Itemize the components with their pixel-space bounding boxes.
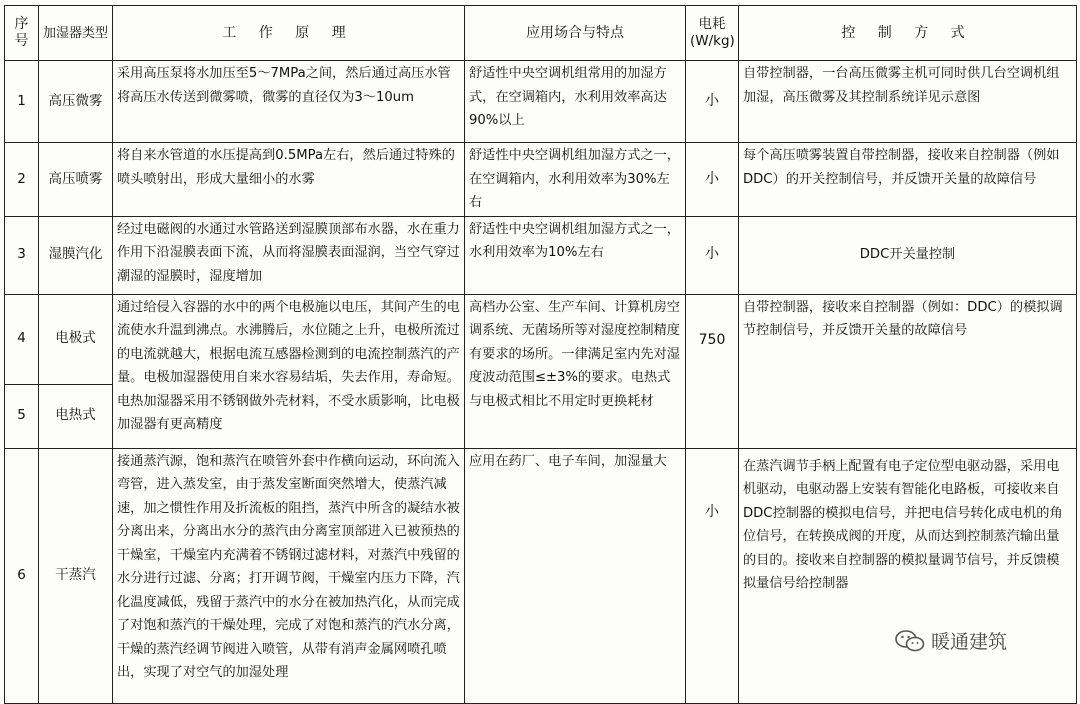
row-principle: 接通蒸汽源，饱和蒸汽在喷管外套中作横向运动，环向流入弯管，进入蒸发室，由于蒸发室断面突然增大，使蒸汽减速，加之惯性作用及折流板的阻挡，蒸汽中所含的凝结水被分离出来，分离出水分的蒸汽由分离室顶部进入已被预热的干燥室，干燥室内充满着不锈钢过滤材料，对蒸汽中残留的水分进行过滤、分离；打开调节阀，干燥室内压力下降，汽化温度减低，残留于蒸汽中的水分在被加热汽化，从而完成了对饱和蒸汽的干燥处理，完成了对饱和蒸汽的汽水分离，干燥的蒸汽经调节阀进入喷管，从带有消声金属网喷孔喷出，实现了对空气的加湿处理 — [113, 448, 465, 703]
row-seq: 6 — [5, 448, 39, 703]
table-row — [5, 448, 1077, 703]
header-type: 加湿器类型 — [39, 6, 113, 61]
row-principle: 采用高压泵将水加压至5～7MPa之间，然后通过高压水管将高压水传送到微雾喷，微雾的直径仅为3～10um — [113, 61, 465, 143]
row-seq: 5 — [5, 384, 39, 448]
row-control: 自带控制器，接收来自控制器（例如：DDC）的模拟调节控制信号，并反馈开关量的故障信号 — [739, 294, 1077, 448]
row-principle: 经过电磁阀的水通过水管路送到湿膜顶部布水器，水在重力作用下沿湿膜表面下流，从而将湿膜表面湿润，当空气穿过潮湿的湿膜时，湿度增加 — [113, 216, 465, 294]
row-type: 干蒸汽 — [39, 448, 113, 703]
table-row — [5, 216, 1077, 294]
watermark-text: 暖通建筑 — [931, 631, 1008, 653]
header-seq: 序号 — [5, 6, 39, 61]
row-type: 高压喷雾 — [39, 143, 113, 217]
table-row — [5, 61, 1077, 143]
wechat-logo-icon — [895, 630, 925, 652]
row-power: 750 — [686, 294, 739, 448]
header-application: 应用场合与特点 — [465, 6, 686, 61]
row-control: 自带控制器，一台高压微雾主机可同时供几台空调机组加湿，高压微雾及其控制系统详见示意图 — [739, 61, 1077, 143]
row-principle: 通过给侵入容器的水中的两个电极施以电压，其间产生的电流使水升温到沸点。水沸腾后，水位随之上升，电极所流过的电流就越大，根据电流互感器检测到的电流控制蒸汽的产量。电极加湿器使用自来水容易结垢，失去作用，寿命短。电热加湿器采用不锈钢做外壳材料，不受水质影响，比电极加湿器有更高精度 — [113, 294, 465, 448]
row-power: 小 — [686, 143, 739, 217]
row-application: 舒适性中央空调机组常用的加湿方式，在空调箱内，水利用效率高达90%以上 — [465, 61, 686, 143]
row-application: 应用在药厂、电子车间，加湿量大 — [465, 448, 686, 703]
row-type: 电热式 — [39, 384, 113, 448]
row-seq: 3 — [5, 216, 39, 294]
row-type: 电极式 — [39, 294, 113, 384]
row-power: 小 — [686, 61, 739, 143]
row-application: 舒适性中央空调机组加湿方式之一，在空调箱内，水利用效率为30%左右 — [465, 143, 686, 217]
row-power: 小 — [686, 216, 739, 294]
header-principle: 工 作 原 理 — [113, 6, 465, 61]
row-control: 在蒸汽调节手柄上配置有电子定位型电驱动器，采用电机驱动，电驱动器上安装有智能化电路板，可接收来自DDC控制器的模拟电信号，并把电信号转化成电机的角位信号，在转换成阀的开度，从而达到控制蒸汽输出量的目的。接收来自控制器的模拟量调节信号，并反馈模拟量信号给控制器 — [739, 448, 1077, 703]
header-power: 电耗 (W/kg) — [686, 6, 739, 61]
row-type: 高压微雾 — [39, 61, 113, 143]
row-seq: 2 — [5, 143, 39, 217]
row-seq: 1 — [5, 61, 39, 143]
table-row — [5, 143, 1077, 217]
row-principle: 将自来水管道的水压提高到0.5MPa左右，然后通过特殊的喷头喷射出，形成大量细小的水雾 — [113, 143, 465, 217]
header-control: 控 制 方 式 — [739, 6, 1077, 61]
row-control: 每个高压喷雾装置自带控制器，接收来自控制器（例如DDC）的开关控制信号，并反馈开关量的故障信号 — [739, 143, 1077, 217]
row-seq: 4 — [5, 294, 39, 384]
table-row — [5, 294, 1077, 384]
row-type: 湿膜汽化 — [39, 216, 113, 294]
row-application: 高档办公室、生产车间、计算机房空调系统、无菌场所等对湿度控制精度有要求的场所。一律满足室内先对湿度波动范围≤±3%的要求。电热式与电极式相比不用定时更换耗材 — [465, 294, 686, 448]
humidifier-table — [4, 5, 1077, 704]
watermark — [895, 627, 1007, 654]
row-application: 舒适性中央空调机组加湿方式之一，水利用效率为10%左右 — [465, 216, 686, 294]
row-control: DDC开关量控制 — [739, 216, 1077, 294]
header-row — [5, 6, 1077, 61]
row-power: 小 — [686, 448, 739, 703]
